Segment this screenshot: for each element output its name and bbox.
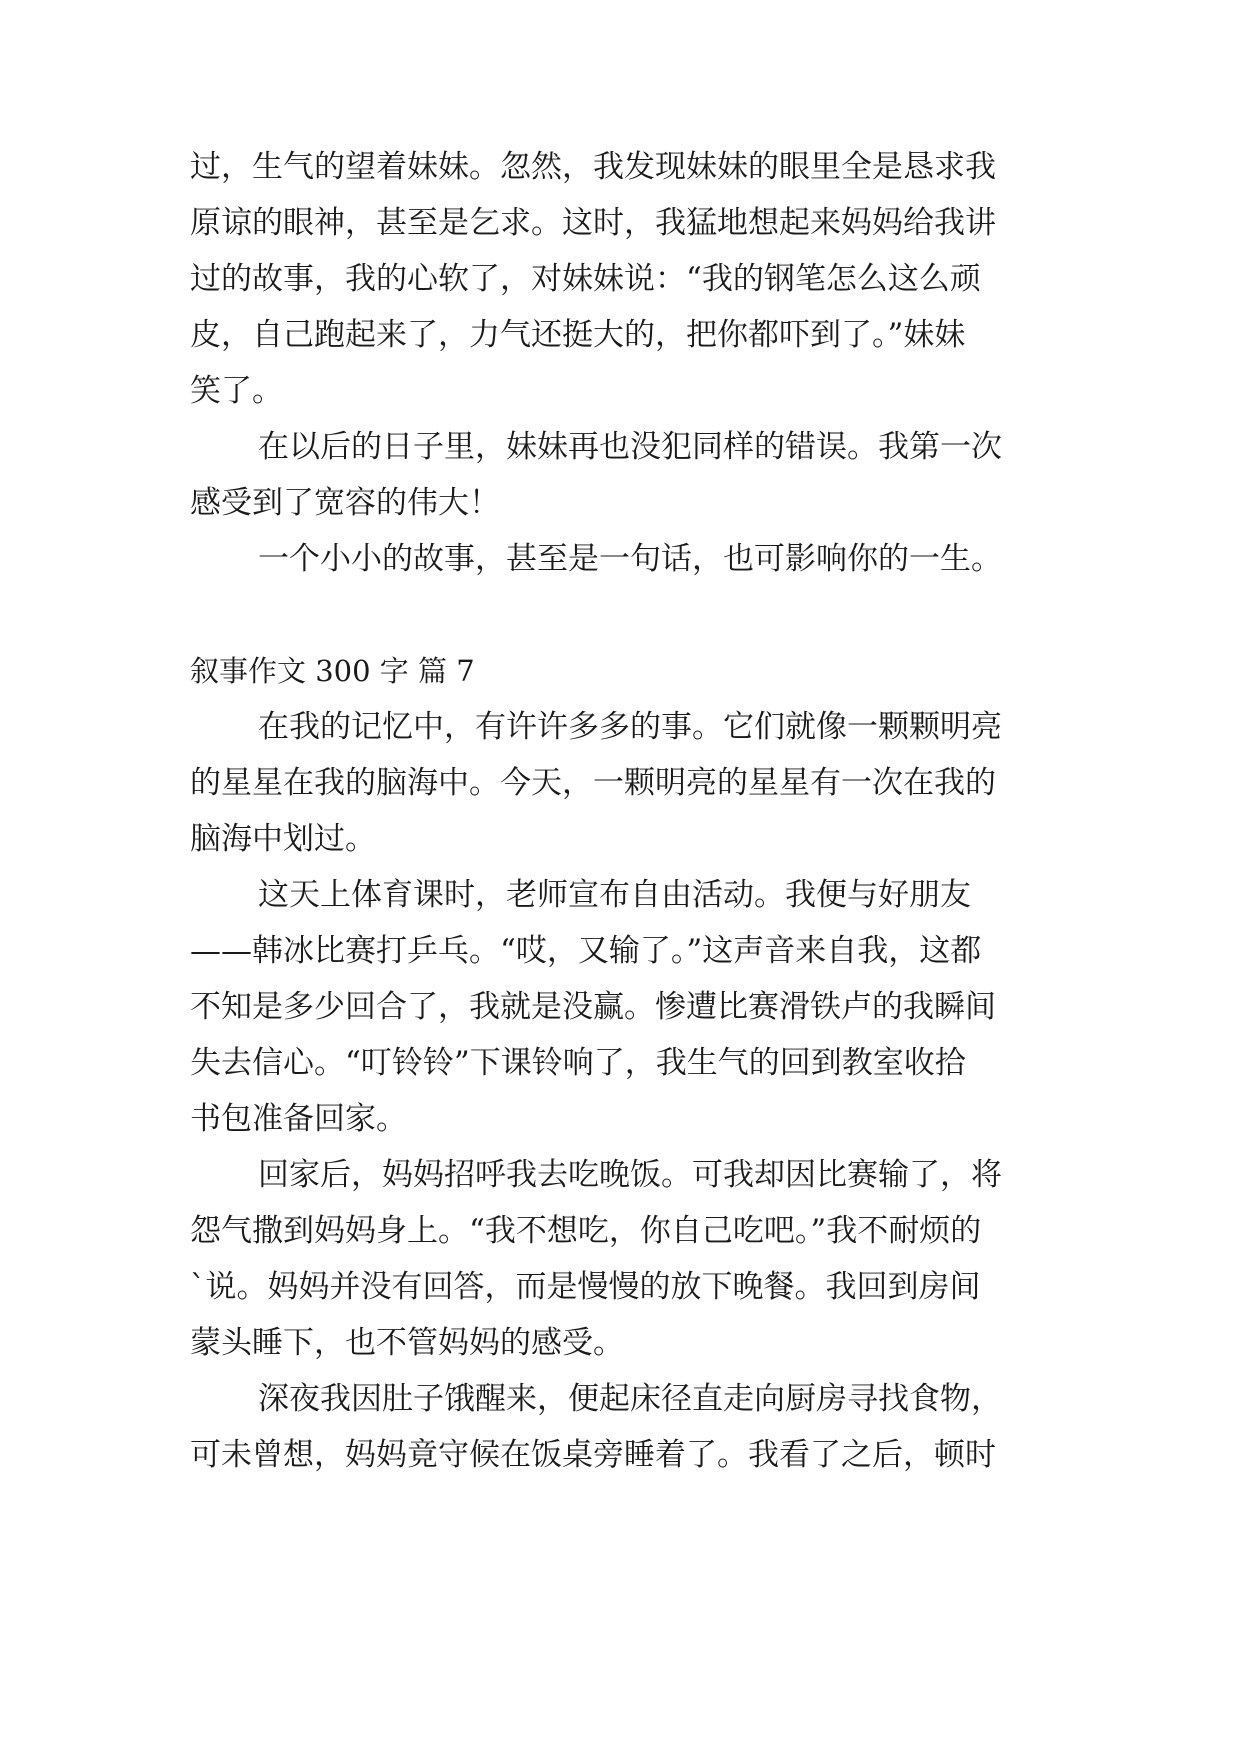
text-line: 的星星在我的脑海中。今天，一颗明亮的星星有一次在我的 bbox=[190, 765, 996, 801]
text-line: 脑海中划过。 bbox=[190, 821, 376, 857]
text-line: 这天上体育课时，老师宣布自由活动。我便与好朋友 bbox=[258, 877, 971, 913]
text-line: 皮，自己跑起来了，力气还挺大的，把你都吓到了。”妹妹 bbox=[190, 317, 966, 353]
text-line: 笑了。 bbox=[190, 373, 283, 409]
text-line: 回家后，妈妈招呼我去吃晚饭。可我却因比赛输了，将 bbox=[258, 1157, 1002, 1193]
text-line: 深夜我因肚子饿醒来，便起床径直走向厨房寻找食物， bbox=[258, 1381, 1002, 1417]
text-line: 感受到了宽容的伟大！ bbox=[190, 485, 500, 521]
text-line: 失去信心。“叮铃铃”下课铃响了，我生气的回到教室收拾 bbox=[190, 1045, 966, 1081]
text-line: 在以后的日子里，妹妹再也没犯同样的错误。我第一次 bbox=[258, 429, 1002, 465]
text-line: 一个小小的故事，甚至是一句话，也可影响你的一生。 bbox=[258, 541, 1002, 577]
text-line: 在我的记忆中，有许许多多的事。它们就像一颗颗明亮 bbox=[258, 709, 1002, 745]
text-line: 过，生气的望着妹妹。忽然，我发现妹妹的眼里全是恳求我 bbox=[190, 149, 996, 185]
text-line: 原谅的眼神，甚至是乞求。这时，我猛地想起来妈妈给我讲 bbox=[190, 205, 996, 241]
text-line: 不知是多少回合了，我就是没赢。惨遭比赛滑铁卢的我瞬间 bbox=[190, 989, 996, 1025]
text-line: `说。妈妈并没有回答，而是慢慢的放下晚餐。我回到房间 bbox=[190, 1269, 981, 1305]
section-heading: 叙事作文 300 字 篇 7 bbox=[190, 654, 475, 688]
text-line: 过的故事，我的心软了，对妹妹说：“我的钢笔怎么这么顽 bbox=[190, 261, 981, 297]
text-line: 可未曾想，妈妈竟守候在饭桌旁睡着了。我看了之后，顿时 bbox=[190, 1437, 996, 1473]
text-line: ——韩冰比赛打乒乓。“哎，又输了。”这声音来自我，这都 bbox=[190, 933, 982, 969]
text-line: 蒙头睡下，也不管妈妈的感受。 bbox=[190, 1325, 624, 1361]
text-line: 怨气撒到妈妈身上。“我不想吃，你自己吃吧。”我不耐烦的 bbox=[190, 1213, 982, 1249]
text-line: 书包准备回家。 bbox=[190, 1101, 407, 1137]
